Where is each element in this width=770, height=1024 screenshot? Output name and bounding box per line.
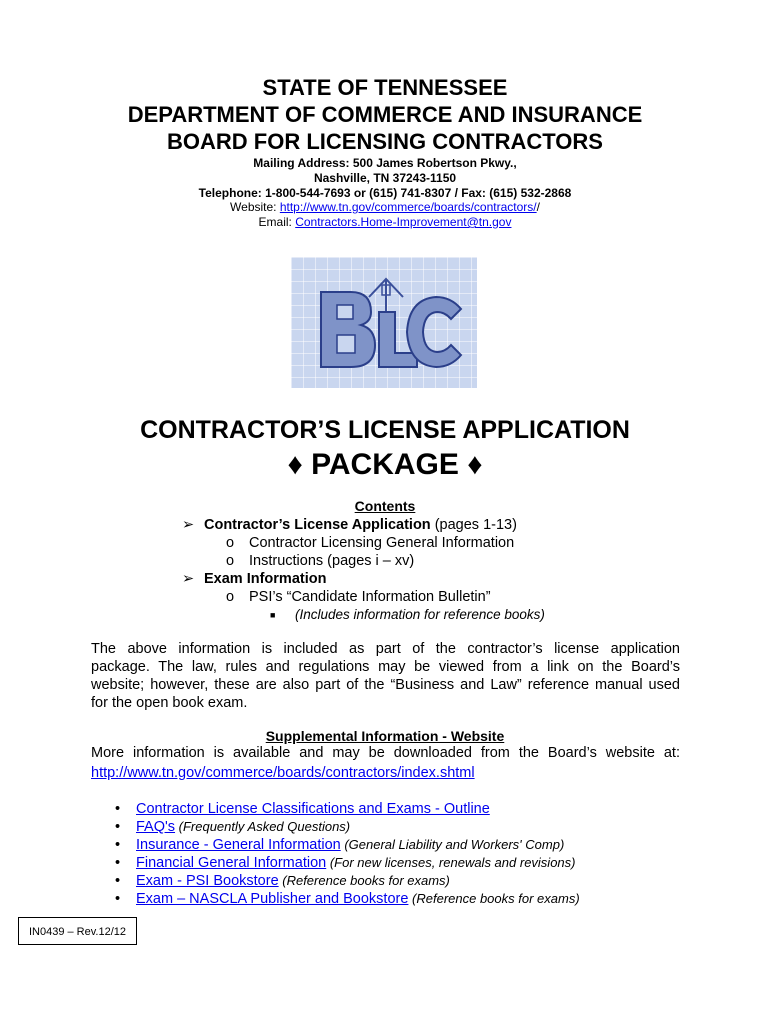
- website-suffix: /: [536, 200, 540, 214]
- classifications-link[interactable]: Contractor License Classifications and Exams - Outline: [136, 801, 490, 817]
- contents-subitem: PSI’s “Candidate Information Bulletin”: [249, 589, 491, 605]
- bullet-icon: •: [115, 873, 121, 889]
- circle-bullet-icon: o: [226, 589, 235, 605]
- mailing-address: Mailing Address: 500 James Robertson Pkwy.,: [253, 156, 517, 170]
- website-label: Website:: [230, 200, 277, 214]
- contents-item-label: [204, 570, 326, 588]
- website-line: [0, 199, 770, 215]
- nascla-bookstore-link[interactable]: Exam – NASCLA Publisher and Bookstore: [136, 891, 409, 907]
- link-note: (Reference books for exams): [408, 891, 580, 906]
- contents-heading: Contents: [354, 498, 416, 514]
- bullet-icon: •: [115, 891, 121, 907]
- package-title: ♦ PACKAGE ♦: [287, 448, 483, 481]
- telephone-fax: Telephone: 1-800-544-7693 or (615) 741-8307 / Fax: (615) 532-2868: [198, 186, 572, 200]
- paragraph-line: The above information is included as part of the contractor’s license application: [91, 641, 680, 657]
- insurance-link[interactable]: Insurance - General Information: [136, 837, 341, 853]
- link-note: (Frequently Asked Questions): [175, 819, 351, 834]
- arrow-bullet-icon: ➢: [182, 571, 195, 587]
- supplemental-heading: Supplemental Information - Website: [265, 728, 505, 744]
- link-note: (General Liability and Workers' Comp): [340, 837, 565, 852]
- psi-bookstore-link[interactable]: Exam - PSI Bookstore: [136, 873, 279, 889]
- contents-subitem: Contractor Licensing General Information: [249, 535, 515, 551]
- intro-paragraph: [91, 640, 680, 712]
- contents-item-bold: Contractor’s License Application: [204, 517, 431, 533]
- blc-logo-graphic: [291, 257, 477, 388]
- paragraph-line: package. The law, rules and regulations may be viewed from a link on the Board’s: [91, 659, 680, 675]
- email-line: [0, 214, 770, 230]
- city-address: Nashville, TN 37243-1150: [313, 171, 457, 185]
- contents-item-rest: (pages 1-13): [430, 517, 517, 533]
- website-link[interactable]: http://www.tn.gov/commerce/boards/contractors/: [279, 200, 537, 214]
- bullet-icon: •: [115, 801, 121, 817]
- supplemental-text: More information is available and may be downloaded from the Board’s website at:: [91, 745, 680, 761]
- contents-item-label: [204, 516, 517, 534]
- circle-bullet-icon: o: [226, 535, 235, 551]
- supplemental-url-link[interactable]: http://www.tn.gov/commerce/boards/contractors/index.shtml: [91, 765, 475, 781]
- resource-link-row: [136, 872, 450, 890]
- contents-subitem: Instructions (pages i – xv): [249, 553, 415, 569]
- application-title: CONTRACTOR’S LICENSE APPLICATION: [140, 416, 630, 444]
- resource-link-row: [136, 836, 564, 854]
- bullet-icon: •: [115, 819, 121, 835]
- header-board: BOARD FOR LICENSING CONTRACTORS: [167, 129, 603, 154]
- blc-logo: [291, 257, 477, 388]
- form-revision-box: IN0439 – Rev.12/12: [18, 917, 137, 945]
- paragraph-line: for the open book exam.: [91, 695, 248, 711]
- resource-link-row: [136, 854, 576, 872]
- header-state: STATE OF TENNESSEE: [262, 75, 508, 100]
- link-note: (For new licenses, renewals and revisions): [326, 855, 576, 870]
- financial-link[interactable]: Financial General Information: [136, 855, 327, 871]
- resource-link-row: [136, 800, 490, 818]
- paragraph-line: website; however, these are also part of the “Business and Law” reference manual used: [91, 677, 680, 693]
- header-department: DEPARTMENT OF COMMERCE AND INSURANCE: [127, 102, 643, 127]
- resource-link-row: [136, 818, 350, 836]
- email-link[interactable]: Contractors.Home-Improvement@tn.gov: [295, 215, 512, 229]
- square-bullet-icon: ■: [270, 610, 276, 620]
- email-label: Email:: [258, 215, 292, 229]
- faq-link[interactable]: FAQ's: [136, 819, 176, 835]
- contents-item-bold: Exam Information: [204, 571, 327, 587]
- bullet-icon: •: [115, 855, 121, 871]
- circle-bullet-icon: o: [226, 553, 235, 569]
- arrow-bullet-icon: ➢: [182, 517, 195, 533]
- link-note: (Reference books for exams): [278, 873, 450, 888]
- resource-link-row: [136, 890, 580, 908]
- contents-subitem-note: (Includes information for reference books): [295, 607, 545, 622]
- bullet-icon: •: [115, 837, 121, 853]
